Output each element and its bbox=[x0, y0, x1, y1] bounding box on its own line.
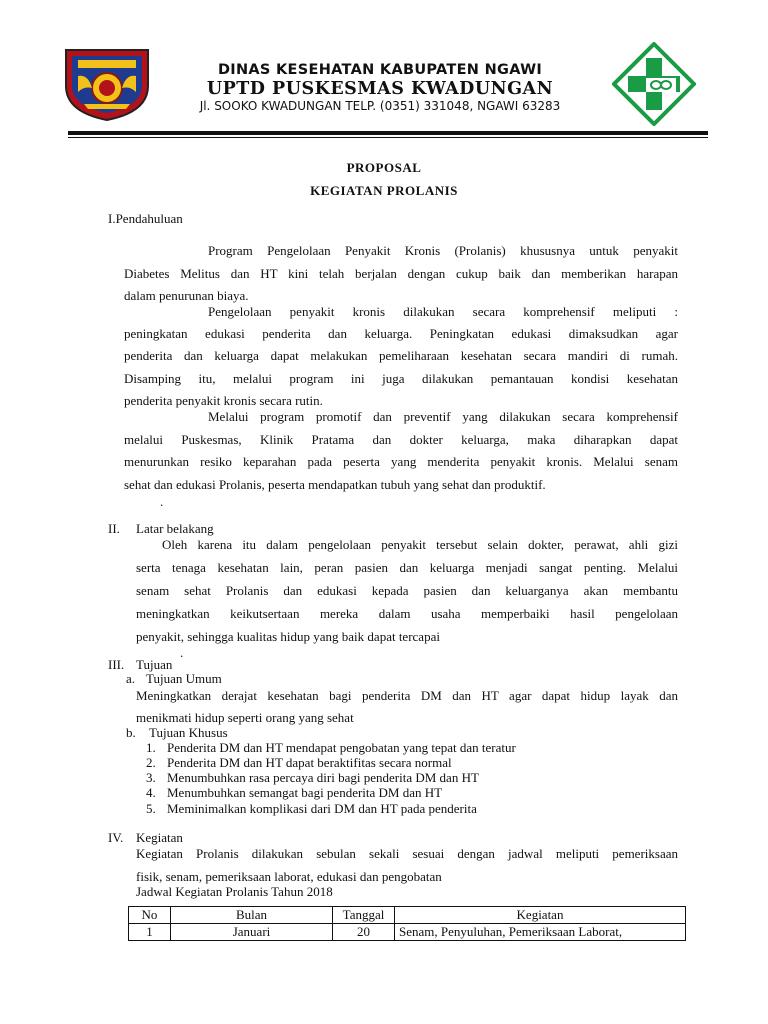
ngawi-regency-logo bbox=[64, 46, 150, 122]
document-title: PROPOSAL bbox=[346, 160, 422, 175]
s1-p3-line-2: melalui Puskesmas, Klinik Pratama dan dokter keluarga, maka diharapkan dapat bbox=[124, 432, 678, 447]
table-header-cell: No bbox=[129, 907, 171, 924]
s2-line-4: meningkatkan keikutsertaan mereka dalam usaha memperbaiki hasil pengelolaan bbox=[136, 606, 678, 621]
section-4-heading: Kegiatan bbox=[136, 830, 183, 845]
objective-text: Meminimalkan komplikasi dari DM dan HT pada penderita bbox=[167, 801, 477, 816]
s2-line-2: serta tenaga kesehatan lain, peran pasien dan keluarga menjadi sangat penting. Melalui bbox=[136, 560, 678, 575]
s1-p2-line-1: Pengelolaan penyakit kronis dilakukan secara komprehensif meliputi : bbox=[208, 304, 678, 319]
table-header-cell: Bulan bbox=[171, 907, 333, 924]
s1-p1-line-3: dalam penurunan biaya. bbox=[124, 288, 249, 303]
objective-number: 5. bbox=[146, 801, 156, 816]
s1-p2-line-5: penderita penyakit kronis secara rutin. bbox=[124, 393, 323, 408]
s3-a-line-2: menikmati hidup seperti orang yang sehat bbox=[136, 710, 354, 725]
header-address: Jl. SOOKO KWADUNGAN TELP. (0351) 331048, NGAWI 63283 bbox=[199, 99, 561, 113]
puskesmas-cross-logo bbox=[612, 42, 696, 126]
section-4-number: IV. bbox=[108, 830, 124, 845]
section-3-number: III. bbox=[108, 657, 125, 672]
s1-p2-line-4: Disamping itu, melalui program ini juga dilakukan pemantauan kondisi kesehatan bbox=[124, 371, 678, 386]
objective-number: 4. bbox=[146, 785, 156, 800]
table-row bbox=[129, 924, 686, 941]
section-1-heading: I.Pendahuluan bbox=[108, 211, 183, 226]
s2-line-5: penyakit, sehingga kualitas hidup yang baik dapat tercapai bbox=[136, 629, 440, 644]
section-2-heading: Latar belakang bbox=[136, 521, 214, 536]
s1-p2-line-2: peningkatan edukasi penderita dan keluarga. Peningkatan edukasi dimaksudkan agar bbox=[124, 326, 678, 341]
header-rule-thick bbox=[68, 131, 708, 135]
s2-line-1: Oleh karena itu dalam pengelolaan penyakit tersebut selain dokter, perawat, ahli gizi bbox=[162, 537, 678, 552]
schedule-table bbox=[128, 906, 686, 941]
s2-trailing-dot: . bbox=[180, 645, 184, 660]
objective-text: Menumbuhkan semangat bagi penderita DM dan HT bbox=[167, 785, 443, 800]
s1-p1-line-2: Diabetes Melitus dan HT kini telah berjalan dengan cukup baik dan memberikan harapan bbox=[124, 266, 678, 281]
header-agency-name: DINAS KESEHATAN KABUPATEN NGAWI bbox=[217, 62, 543, 78]
s1-p3-line-4: sehat dan edukasi Prolanis, peserta mendapatkan tubuh yang sehat dan produktif. bbox=[124, 477, 546, 492]
document-subtitle: KEGIATAN PROLANIS bbox=[310, 183, 458, 198]
s1-p3-line-1: Melalui program promotif dan preventif yang dilakukan secara komprehensif bbox=[208, 409, 678, 424]
s1-trailing-dot: . bbox=[160, 494, 164, 509]
table-header-cell: Kegiatan bbox=[395, 907, 686, 924]
s3-b-heading: Tujuan Khusus bbox=[149, 725, 228, 740]
schedule-title: Jadwal Kegiatan Prolanis Tahun 2018 bbox=[136, 884, 333, 899]
s1-p1-line-1: Program Pengelolaan Penyakit Kronis (Prolanis) khususnya untuk penyakit bbox=[208, 243, 678, 258]
section-2-number: II. bbox=[108, 521, 120, 536]
table-header-cell: Tanggal bbox=[333, 907, 395, 924]
header-puskesmas-name: UPTD PUSKESMAS KWADUNGAN bbox=[206, 79, 554, 99]
objective-number: 1. bbox=[146, 740, 156, 755]
s3-a-heading: Tujuan Umum bbox=[146, 671, 222, 686]
s1-p3-line-3: menurunkan resiko keparahan pada peserta yang menderita penyakit kronis. Melalui senam bbox=[124, 454, 678, 469]
s4-line-2: fisik, senam, pemeriksaan laborat, edukasi dan pengobatan bbox=[136, 869, 442, 884]
objective-text: Penderita DM dan HT dapat beraktifitas secara normal bbox=[167, 755, 452, 770]
s2-line-3: senam sehat Prolanis dan edukasi kepada pasien dan keluarganya akan membantu bbox=[136, 583, 678, 598]
table-cell: Januari bbox=[171, 924, 333, 941]
objective-text: Penderita DM dan HT mendapat pengobatan yang tepat dan teratur bbox=[167, 740, 516, 755]
objective-number: 2. bbox=[146, 755, 156, 770]
objective-text: Menumbuhkan rasa percaya diri bagi penderita DM dan HT bbox=[167, 770, 479, 785]
objective-number: 3. bbox=[146, 770, 156, 785]
s3-a-line-1: Meningkatkan derajat kesehatan bagi penderita DM dan HT agar dapat hidup layak dan bbox=[136, 688, 678, 703]
s3-b-label: b. bbox=[126, 725, 136, 740]
s3-a-label: a. bbox=[126, 671, 136, 686]
section-3-heading: Tujuan bbox=[136, 657, 173, 672]
table-header-row bbox=[129, 907, 686, 924]
s1-p2-line-3: penderita dan keluarga dapat melakukan pemeliharaan kesehatan secara mandiri di rumah. bbox=[124, 348, 678, 363]
s4-line-1: Kegiatan Prolanis dilakukan sebulan sekali sesuai dengan jadwal meliputi pemeriksaan bbox=[136, 846, 678, 861]
table-cell: 1 bbox=[129, 924, 171, 941]
table-cell: Senam, Penyuluhan, Pemeriksaan Laborat, bbox=[395, 924, 686, 941]
header-rule-thin bbox=[68, 137, 708, 138]
table-cell: 20 bbox=[333, 924, 395, 941]
